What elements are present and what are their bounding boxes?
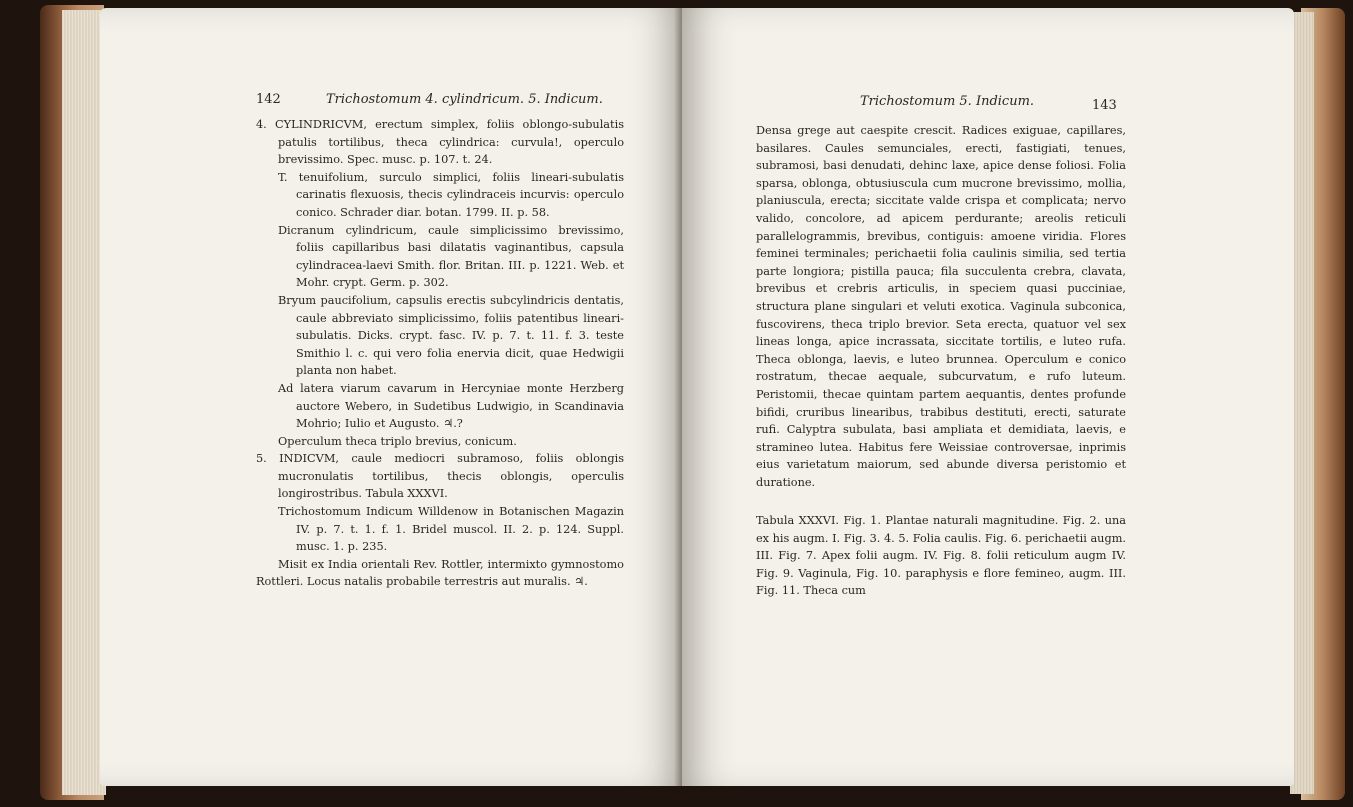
provenance-note: Misit ex India orientali Rev. Rottler, intermixto gymnostomo Rottleri. Locus natalis probabile terrestris aut muralis. ♃. xyxy=(256,557,624,589)
running-head-right: Trichostomum 5. Indicum. xyxy=(860,94,1035,109)
synonym-dicranum: Dicranum cylindricum, caule simplicissimo brevissimo, foliis capillaribus basi dilatatis vaginantibus, capsula cylindracea-laevi Smith. flor. Britan. III. p. 1221. Web. et Mohr. crypt. Germ. p. 302. xyxy=(278,223,624,290)
left-text-block xyxy=(256,116,624,591)
synonym-trichostomum-indicum: Trichostomum Indicum Willdenow in Botanischen Magazin IV. p. 7. t. 1. f. 1. Bridel muscol. II. 2. p. 124. Suppl. musc. 1. p. 235. xyxy=(278,505,624,554)
page-number-left: 142 xyxy=(256,92,281,107)
running-head-left: Trichostomum 4. cylindricum. 5. Indicum. xyxy=(326,92,603,107)
synonym-tenuifolium: T. tenuifolium, surculo simplici, foliis lineari-subulatis carinatis flexuosis, thecis cylindraceis incurvis: operculo conico. Schrader diar. botan. 1799. II. p. 58. xyxy=(278,170,624,219)
entry-indicum: 5. INDICVM, caule mediocri subramoso, foliis oblongis mucronulatis tortilibus, thecis oblongis, operculis longirostribus. Tabula XXXVI. xyxy=(256,452,624,501)
entry-cylindricum: 4. CYLINDRICVM, erectum simplex, foliis oblongo-subulatis patulis tortilibus, theca cylindrica: curvula!, operculo brevissimo. Spec. musc. p. 107. t. 24. xyxy=(256,118,624,167)
synonym-bryum: Bryum paucifolium, capsulis erectis subcylindricis dentatis, caule abbreviato simplicissimo, foliis patentibus lineari-subulatis. Dicks. crypt. fasc. IV. p. 7. t. 11. f. 3. teste Smithio l. c. qui vero folia enervia dicit, quae Hedwigii planta non habet. xyxy=(278,293,624,378)
page-number-right: 143 xyxy=(1092,98,1117,113)
right-page xyxy=(682,8,1294,786)
right-description: Densa grege aut caespite crescit. Radices exiguae, capillares, basilares. Caules semunciales, erecti, fastigiati, tenues, subramosi, basi denudati, dehinc laxe, apice dense foliosi. Folia sparsa, oblonga, obtusiuscula cum mucrone brevissimo, mollia, planiuscula, erecta; siccitate valde crispa et complicata; nervo valido, concolore, ad apicem perdurante; areolis reticuli parallelogrammis, brevibus, contiguis: amoene viridia. Flores feminei terminales; perichaetii folia caulinis similia, sed tertia parte longiora; pistilla pauca; fila succulenta crebra, clavata, brevibus et crebris articulis, in speciem quasi pucciniae, structura plane singulari et veluti exotica. Vaginula subconica, fuscovirens, theca triplo brevior. Seta erecta, quatuor vel sex lineas longa, apice incrassata, siccitate tortilis, e luteo rufa. Theca oblonga, laevis, e luteo brunnea. Operculum e conico rostratum, thecae aequale, subcurvatum, e rufo luteum. Peristomii, thecae quintam partem aequantis, dentes profunde bifidi, cruribus linearibus, trabibus destituti, erecti, saturate rufi. Calyptra subulata, basi ampliata et demidiata, laevis, e stramineo lutea. Habitus fere Weissiae controversae, inprimis eius varietatum maiorum, sed abunde diversa peristomio et duratione. xyxy=(756,124,1126,489)
habitat-note: Ad latera viarum cavarum in Hercyniae monte Herzberg auctore Webero, in Sudetibus Ludwigio, in Scandinavia Mohrio; Iulio et Augusto. ♃.? xyxy=(278,381,624,431)
left-page xyxy=(100,8,682,786)
operculum-note: Operculum theca triplo brevius, conicum. xyxy=(278,434,517,448)
right-figure-caption: Tabula XXXVI. Fig. 1. Plantae naturali magnitudine. Fig. 2. una ex his augm. I. Fig. 3. 4. 5. Folia caulis. Fig. 6. perichaetii augm. III. Fig. 7. Apex folii augm. IV. Fig. 8. folii reticulum augm IV. Fig. 9. Vaginula, Fig. 10. paraphysis e flore femineo, augm. III. Fig. 11. Theca cum xyxy=(756,514,1126,598)
